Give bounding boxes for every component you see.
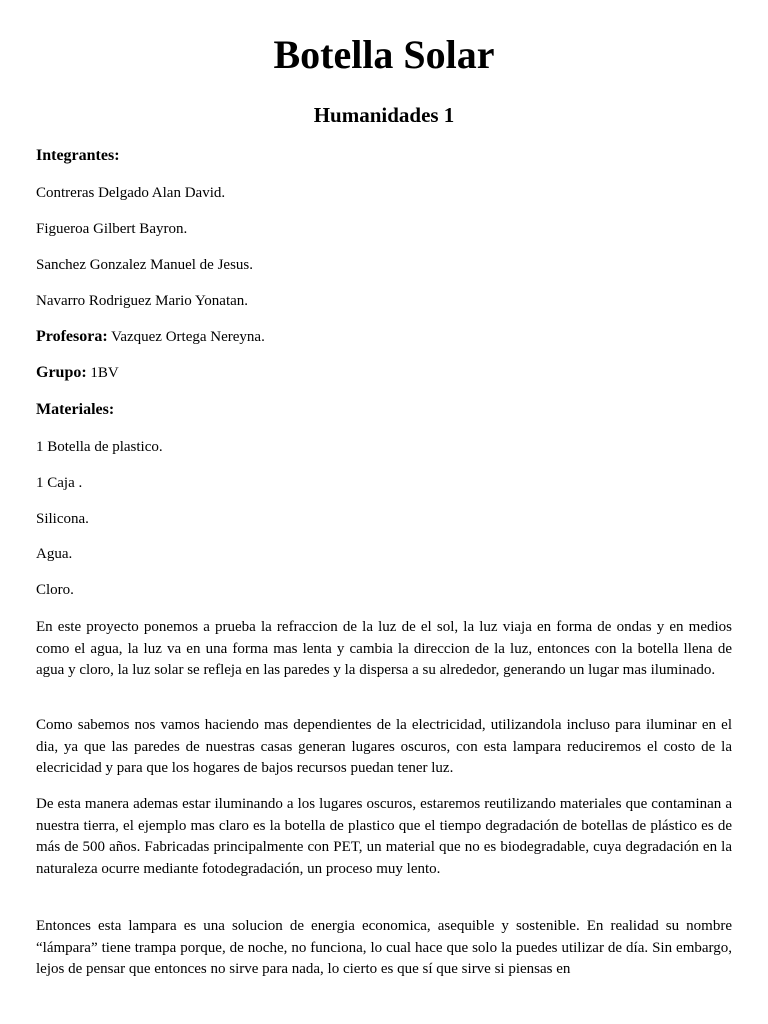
material-item: Silicona. (36, 511, 89, 527)
grupo-label: Grupo: (36, 364, 87, 381)
material-item: Cloro. (36, 582, 74, 598)
document-title: Botella Solar (273, 32, 495, 77)
materiales-heading: Materiales: (36, 401, 115, 418)
document-subtitle: Humanidades 1 (313, 103, 455, 127)
profesora-label: Profesora: (36, 328, 108, 345)
grupo-line (36, 363, 736, 383)
integrante-item: Contreras Delgado Alan David. (36, 185, 226, 201)
material-item: 1 Caja . (36, 475, 83, 491)
profesora-value: Vazquez Ortega Nereyna. (107, 329, 265, 345)
integrante-item: Navarro Rodriguez Mario Yonatan. (36, 293, 249, 309)
paragraph-solucion: Entonces esta lampara es una solucion de energia economica, asequible y sostenible. En realidad su nombre “lámpara” tiene trampa porque, de noche, no funciona, lo cual hace que solo la puedes utilizar de día. Sin embargo, lejos de pensar que entonces no sirve para nada, lo cierto es que sí que sirve si piensas en (36, 918, 732, 977)
integrante-item: Sanchez Gonzalez Manuel de Jesus. (36, 257, 254, 273)
grupo-value: 1BV (86, 365, 119, 381)
profesora-line (36, 327, 736, 347)
paragraph-refraccion: En este proyecto ponemos a prueba la refraccion de la luz de el sol, la luz viaja en forma de ondas y en medios como el agua, la luz va en una forma mas lenta y cambia la direccion de la luz, entonces con la botella llena de agua y cloro, la luz solar se refleja en las paredes y la dispersa a su alrededor, generando un lugar mas iluminado. (36, 619, 732, 678)
integrantes-heading: Integrantes: (36, 147, 120, 164)
paragraph-electricidad: Como sabemos nos vamos haciendo mas dependientes de la electricidad, utilizandola incluso para iluminar en el dia, ya que las paredes de nuestras casas generan lugares oscuros, con esta lampara reduciremos el costo de la elecricidad y para que los hogares de bajos recursos puedan tener luz. (36, 717, 732, 776)
material-item: Agua. (36, 546, 73, 562)
paragraph-reutilizando: De esta manera ademas estar iluminando a los lugares oscuros, estaremos reutilizando materiales que contaminan a nuestra tierra, el ejemplo mas claro es la botella de plastico que el tiempo degradación de botellas de plástico es de más de 500 años. Fabricadas principalmente con PET, un material que no es biodegradable, cuya degradación en la naturaleza ocurre mediante fotodegradación, un proceso muy lento. (36, 796, 732, 877)
material-item: 1 Botella de plastico. (36, 439, 163, 455)
integrante-item: Figueroa Gilbert Bayron. (36, 221, 188, 237)
